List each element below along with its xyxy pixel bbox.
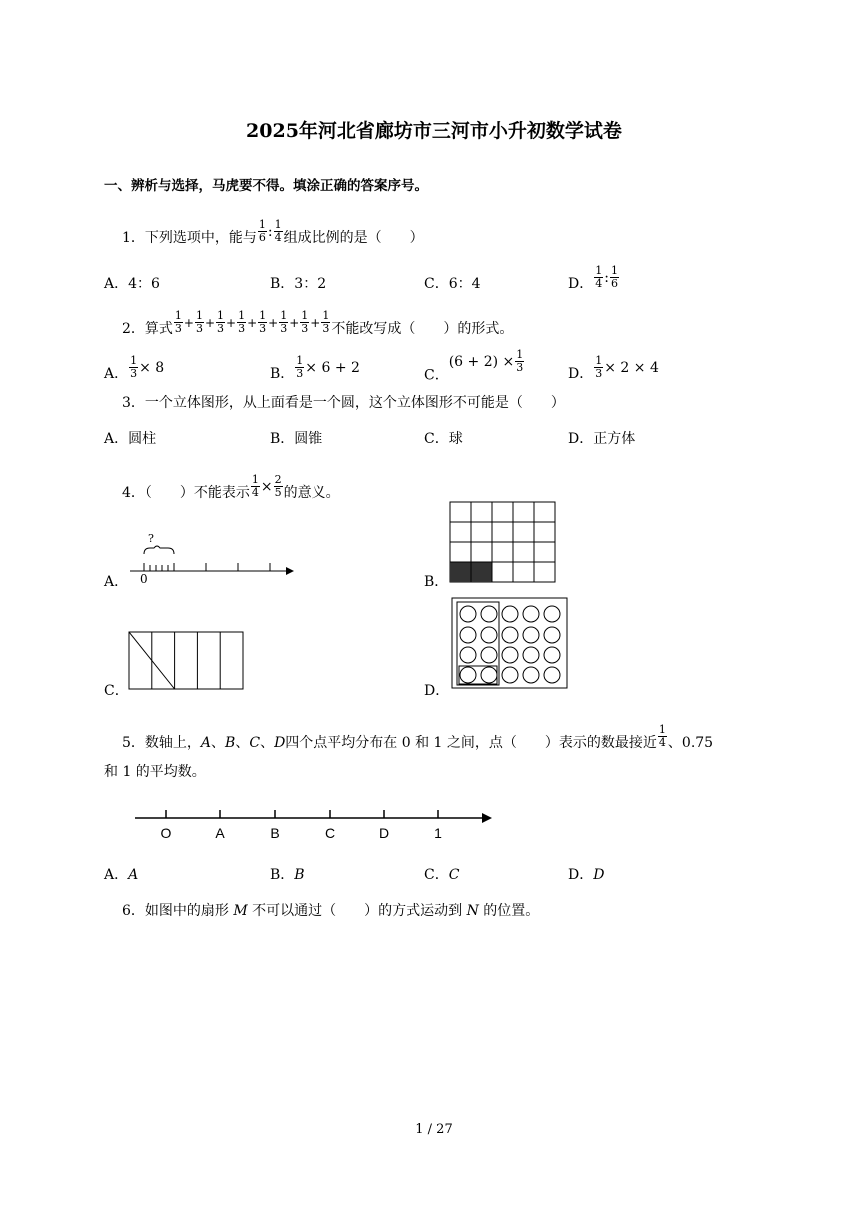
plus-sign: + [204, 315, 216, 330]
q1-option-c[interactable]: C．6：4 [424, 276, 481, 292]
axis-label-c: C [324, 825, 336, 841]
fraction-one-third: $\frac{1}{3}$ [238, 309, 246, 335]
q3-option-a[interactable]: A．圆柱 [104, 431, 157, 447]
axis-label-d: D [378, 825, 390, 841]
q2-option-a[interactable]: A． $\frac{1}{3}$ × 8 [104, 354, 165, 382]
q5-option-b[interactable]: B．B [270, 867, 305, 883]
plus-sign: + [247, 315, 258, 330]
question-3: 3．一个立体图形，从上面看是一个圆，这个立体图形不可能是（ ） [122, 395, 565, 411]
fraction-one-third: $\frac{1}{3}$ [322, 309, 330, 335]
q4-option-b[interactable]: B． [424, 574, 449, 590]
axis-label-o: O [160, 825, 172, 841]
sum-expression [173, 310, 331, 335]
number-line-question-mark: ? [148, 532, 154, 545]
question-4: 4．（ ）不能表示 $\frac{1}{4}$ × $\frac{2}{5}$ 的意义。 [122, 473, 340, 501]
q1-option-a[interactable]: A．4：6 [104, 276, 160, 292]
axis-label-b: B [270, 825, 280, 841]
q2-option-c[interactable]: C． (6 + 2) × $\frac{1}{3}$ [424, 348, 524, 384]
axis-label-one: 1 [434, 825, 442, 841]
product-expression: $\frac{1}{4}$ × $\frac{2}{5}$ [251, 473, 282, 499]
q4-circles-figure [451, 597, 569, 690]
question-1: 1．下列选项中，能与 $\frac{1}{6}$ : $\frac{1}{4}$ 组成比例的是（ ） [122, 218, 424, 246]
q4-option-d[interactable]: D． [424, 683, 450, 699]
q4-rectangle-figure [128, 631, 246, 691]
question-5: 5．数轴上，A、B、C、D四个点平均分布在 0 和 1 之间，点（ ）表示的数最接近 $\frac{1}{4}$ 、0.75 [122, 723, 714, 751]
q4-option-a[interactable]: A． [104, 574, 129, 590]
q3-option-c[interactable]: C．球 [424, 431, 463, 447]
plus-sign: + [226, 315, 237, 330]
q1-option-b[interactable]: B．3：2 [270, 276, 327, 292]
q5-option-d[interactable]: D．D [568, 867, 605, 883]
plus-sign: + [183, 315, 194, 330]
question-2: 2．算式 $\frac{1}{3}$ + $\frac{1}{3}$ + $\frac{1}{3}$ + $\frac{1}{3}$ + $\frac{1}{3}$ + $\frac{1}{3}$ + $\frac{1}{3}$ + $\frac{1}{3}$ 不能改写成（ ）的形式。 [122, 309, 514, 337]
axis-label-a: A [215, 825, 225, 841]
number-line-zero: 0 [140, 572, 148, 585]
fraction-one-third: $\frac{1}{3}$ [259, 309, 267, 335]
page-title: 2025年河北省廊坊市三河市小升初数学试卷 [246, 120, 622, 142]
q2-option-b[interactable]: B． $\frac{1}{3}$ × 6 + 2 [270, 354, 360, 382]
fraction-one-third: $\frac{1}{3}$ [217, 309, 225, 335]
plus-sign: + [289, 315, 300, 330]
q4-number-line-figure [124, 530, 299, 585]
fraction-one-third: $\frac{1}{3}$ [301, 309, 309, 335]
section-heading: 一、辨析与选择，马虎要不得。填涂正确的答案序号。 [104, 178, 428, 194]
plus-sign: + [268, 315, 279, 330]
fraction-one-third: $\frac{1}{3}$ [195, 309, 203, 335]
plus-sign: + [310, 315, 321, 330]
page-number: 1 / 27 [415, 1122, 453, 1137]
q5-option-c[interactable]: C．C [424, 867, 460, 883]
q2-option-d[interactable]: D． $\frac{1}{3}$ × 2 × 4 [568, 354, 659, 382]
q1-option-d[interactable]: D． $\frac{1}{4}$ : $\frac{1}{6}$ [568, 264, 618, 292]
q4-option-c[interactable]: C． [104, 683, 129, 699]
q3-option-b[interactable]: B．圆锥 [270, 431, 323, 447]
question-6: 6．如图中的扇形 M 不可以通过（ ）的方式运动到 N 的位置。 [122, 903, 540, 919]
q5-option-a[interactable]: A．A [104, 867, 139, 883]
question-5-line-2: 和 1 的平均数。 [104, 764, 206, 780]
q4-grid-figure [449, 501, 559, 584]
q5-number-line-figure [132, 802, 496, 844]
ratio-expression: $\frac{1}{6}$ : $\frac{1}{4}$ [258, 218, 282, 244]
q3-option-d[interactable]: D．正方体 [568, 431, 636, 447]
fraction-one-third: $\frac{1}{3}$ [174, 309, 182, 335]
fraction-one-third: $\frac{1}{3}$ [280, 309, 288, 335]
